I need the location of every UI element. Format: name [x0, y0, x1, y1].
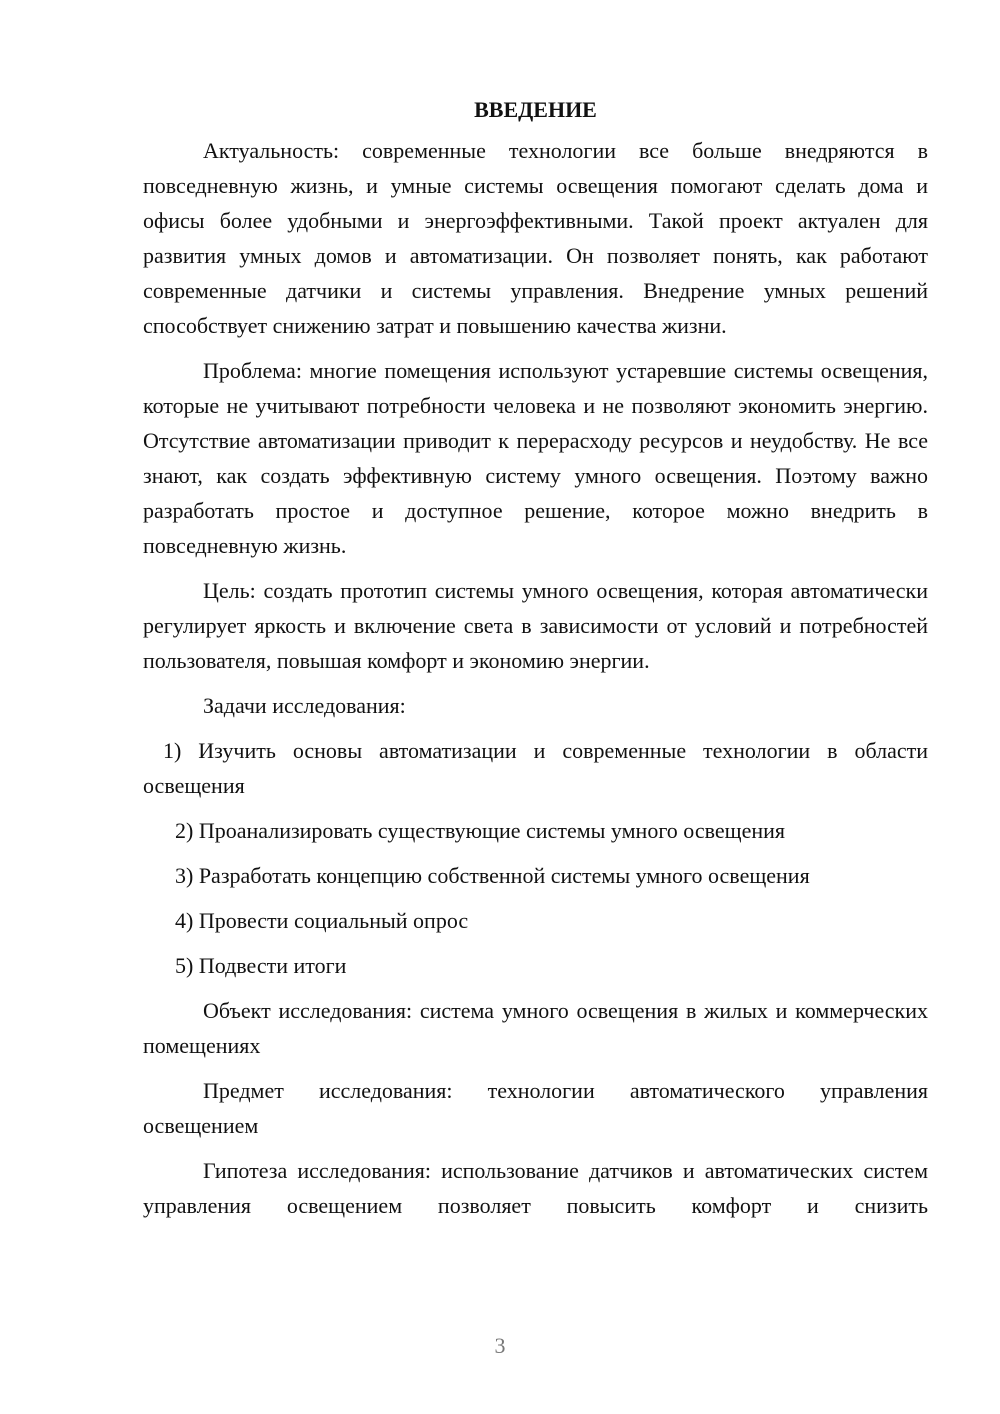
subject-paragraph: Предмет исследования: технологии автоматического управления освещением — [143, 1078, 928, 1138]
task-item: 2) Проанализировать существующие системы умного освещения — [175, 818, 785, 843]
task-item: 1) Изучить основы автоматизации и современные технологии в области освещения — [143, 738, 928, 798]
task-item: 4) Провести социальный опрос — [175, 908, 469, 933]
tasks-list — [143, 733, 928, 983]
relevance-paragraph: Актуальность: современные технологии все больше внедряются в повседневную жизнь, и умные системы освещения помогают сделать дома и офисы более удобными и энергоэффективными. Такой проект актуален для развития умных домов и автоматизации. Он позволяет понять, как работают современные датчики и системы управления. Внедрение умных решений способствует снижению затрат и повышению качества жизни. — [143, 138, 928, 338]
problem-paragraph: Проблема: многие помещения используют устаревшие системы освещения, которые не учитывают потребности человека и не позволяют экономить энергию. Отсутствие автоматизации приводит к перерасходу ресурсов и неудобству. Не все знают, как создать эффективную систему умного освещения. Поэтому важно разработать простое и доступное решение, которое можно внедрить в повседневную жизнь. — [143, 358, 928, 558]
page-number: 3 — [494, 1333, 506, 1358]
hypothesis-paragraph: Гипотеза исследования: использование датчиков и автоматических систем управления освещением позволяет повысить комфорт и снизить — [143, 1158, 928, 1218]
object-paragraph: Объект исследования: система умного освещения в жилых и коммерческих помещениях — [143, 998, 928, 1058]
goal-paragraph: Цель: создать прототип системы умного освещения, которая автоматически регулирует яркость и включение света в зависимости от условий и потребностей пользователя, повышая комфорт и экономию энергии. — [143, 578, 928, 673]
task-item: 5) Подвести итоги — [175, 953, 347, 978]
page-body — [143, 92, 928, 1233]
task-item: 3) Разработать концепцию собственной системы умного освещения — [175, 863, 810, 888]
tasks-heading: Задачи исследования: — [203, 693, 406, 718]
section-title: ВВЕДЕНИЕ — [474, 97, 597, 122]
